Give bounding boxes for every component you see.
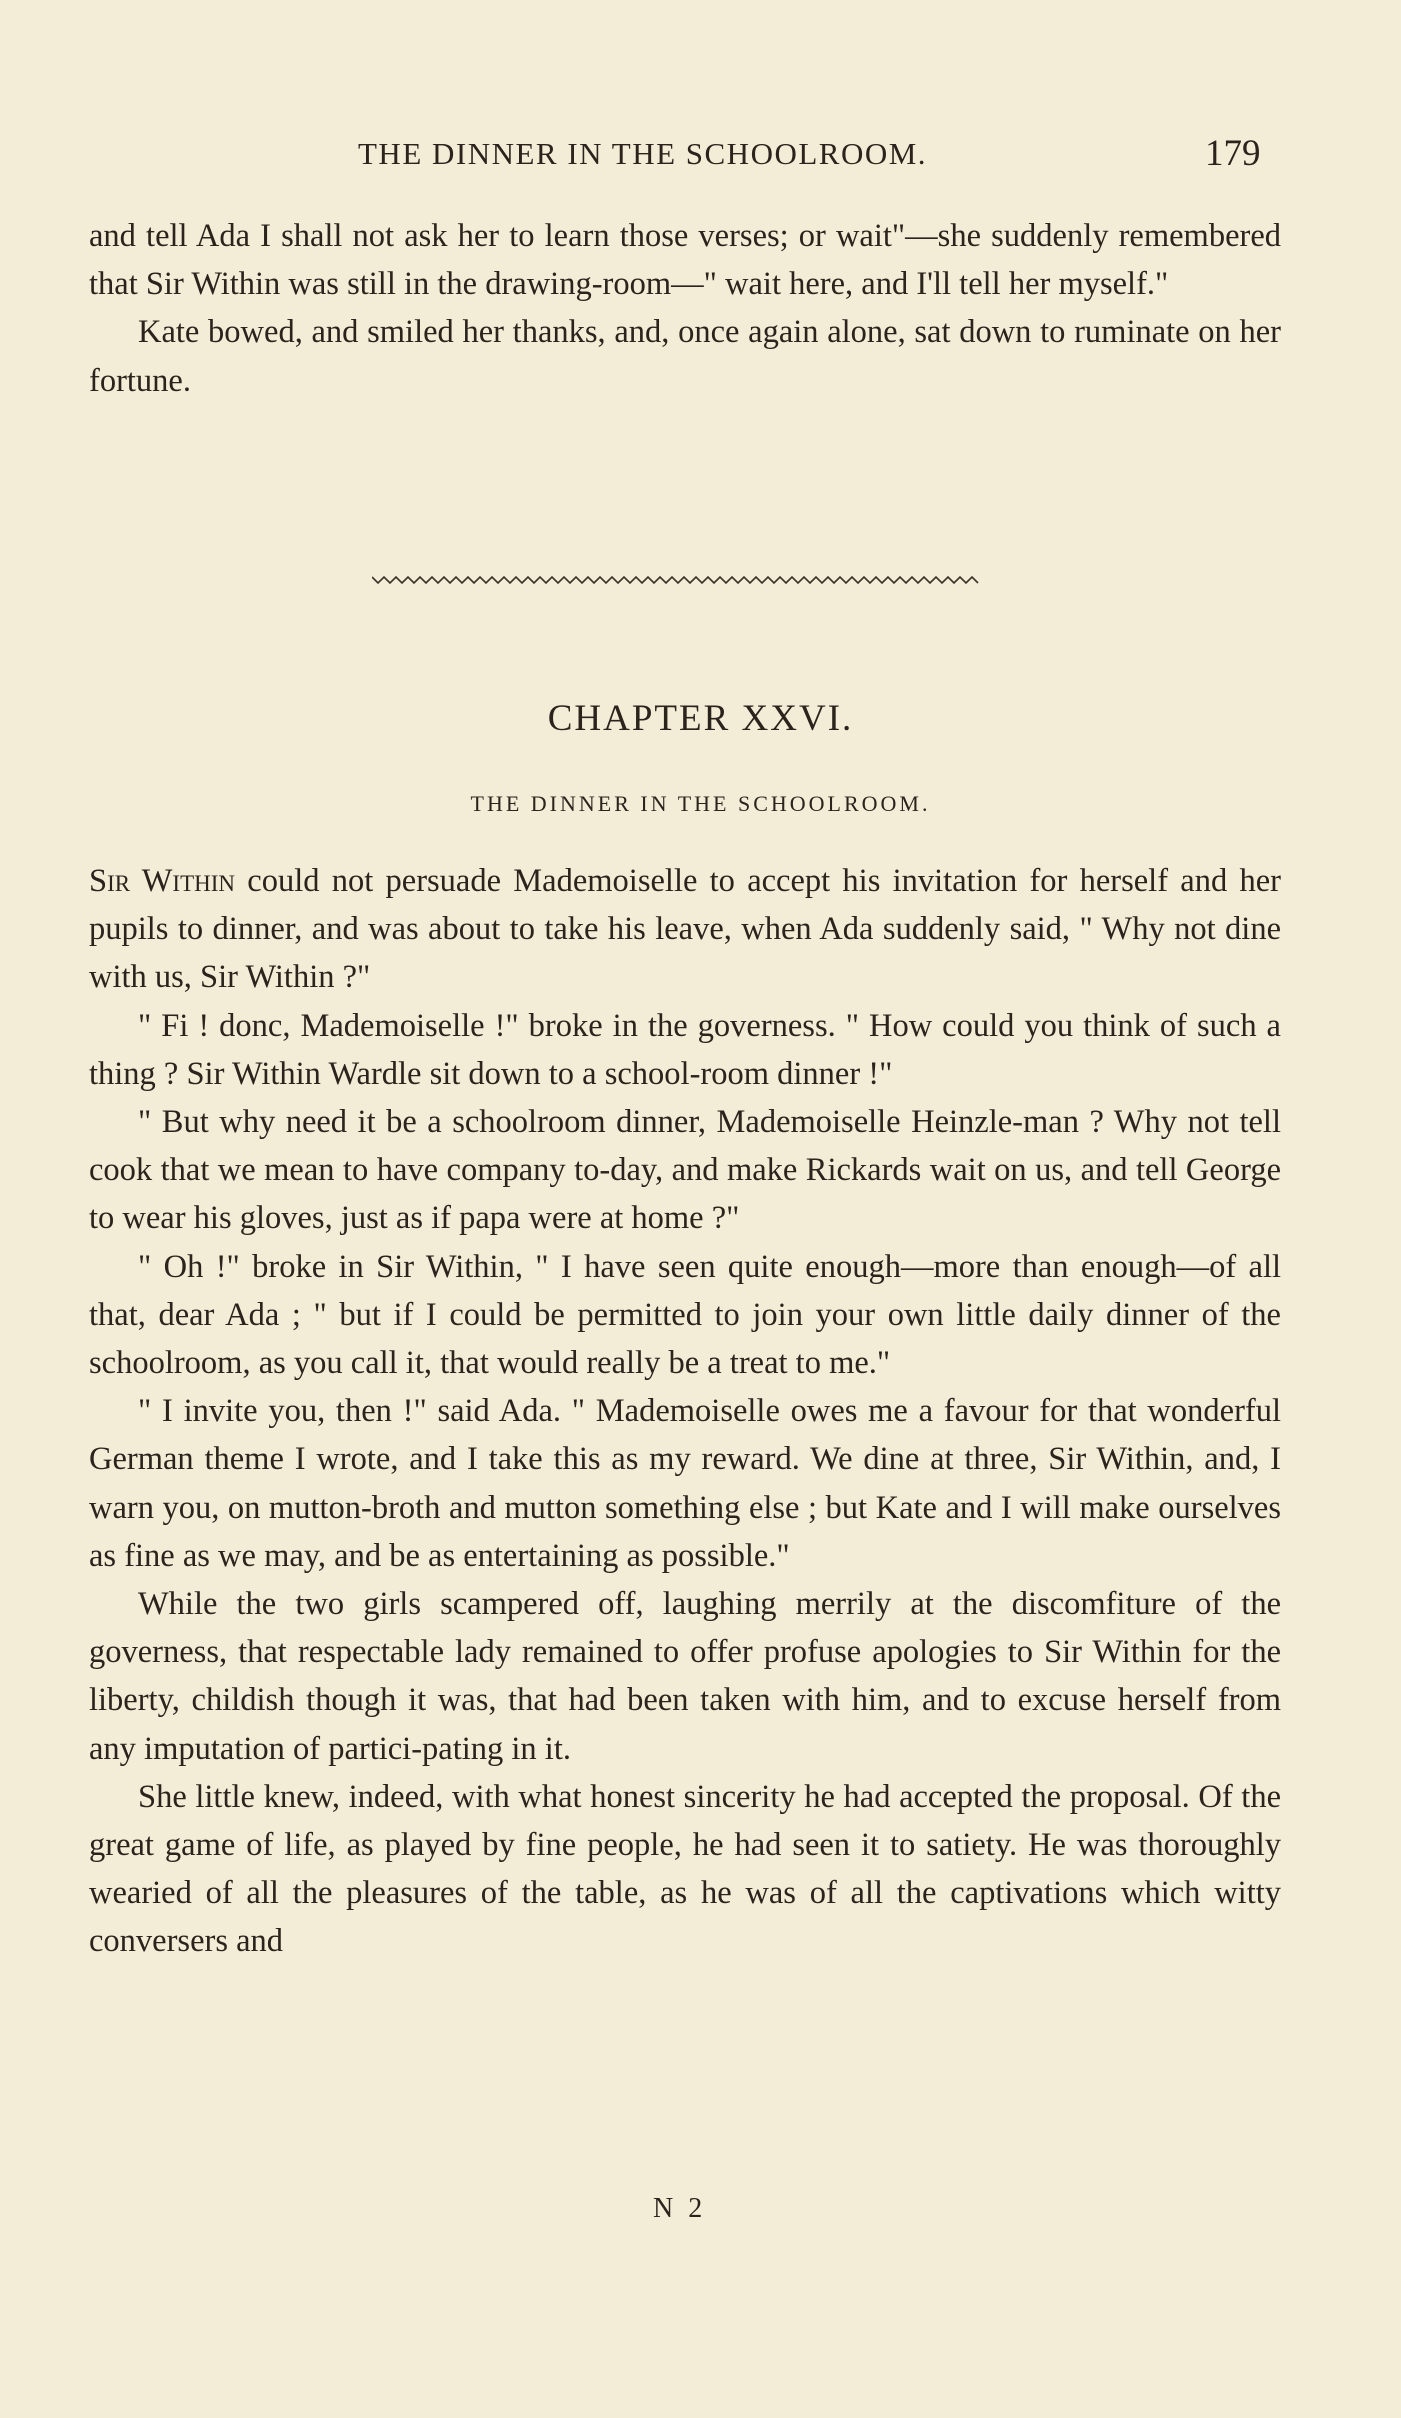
chapter-title: CHAPTER XXVI. — [547, 698, 854, 739]
opening-text: could not persuade Mademoiselle to accept his invitation for herself and her pupils to dinner, and was about to take his leave, when Ada suddenly said, " Why not dine with us, Sir Within ?" — [89, 863, 1281, 996]
opening-smallcaps: Sir Within — [89, 863, 236, 899]
paragraph: She little knew, indeed, with what honest sincerity he had accepted the proposal. Of the great game of life, as played by fine people, he had seen it to satiety. He was thoroughly wearied of all the pleasures of the table, as he was of all the captivations which witty conversers and — [89, 1778, 1281, 1960]
paragraph: While the two girls scampered off, laughing merrily at the discomfiture of the governess, that respectable lady remained to offer profuse apologies to Sir Within for the liberty, childish though it was, that had been taken with him, and to excuse herself from any imputation of partici-pating in it. — [89, 1586, 1281, 1767]
main-text-block — [89, 857, 1281, 1966]
running-head: THE DINNER IN THE SCHOOLROOM. — [358, 136, 928, 171]
section-divider-ornament — [372, 573, 982, 587]
paragraph: " Oh !" broke in Sir Within, " I have seen quite enough—more than enough—of all that, dear Ada ; " but if I could be permitted to join your own little daily dinner of the schoolroom, as you call it, that would really be a treat to me." — [89, 1248, 1281, 1382]
paragraph: and tell Ada I shall not ask her to learn those verses; or wait"—she suddenly remembered that Sir Within was still in the drawing-room—" wait here, and I'll tell her myself." — [89, 218, 1281, 303]
paragraph: " Fi ! donc, Mademoiselle !" broke in the governess. " How could you think of such a thing ? Sir Within Wardle sit down to a school-room dinner !" — [89, 1007, 1281, 1092]
top-text-block — [89, 212, 1281, 405]
signature-mark: N 2 — [653, 2193, 707, 2224]
paragraph: " But why need it be a schoolroom dinner, Mademoiselle Heinzle-man ? Why not tell cook that we mean to have company to-day, and make Rickards wait on us, and tell George to wear his gloves, just as if papa were at home ?" — [89, 1104, 1281, 1237]
paragraph: " I invite you, then !" said Ada. " Mademoiselle owes me a favour for that wonderful German theme I wrote, and I take this as my reward. We dine at three, Sir Within, and, I warn you, on mutton-broth and mutton something else ; but Kate and I will make ourselves as fine as we may, and be as entertaining as possible." — [89, 1393, 1281, 1574]
page-number: 179 — [1205, 133, 1261, 174]
chapter-subtitle: THE DINNER IN THE SCHOOLROOM. — [470, 791, 931, 816]
paragraph: Kate bowed, and smiled her thanks, and, once again alone, sat down to ruminate on her fortune. — [89, 314, 1281, 399]
opening-paragraph — [89, 857, 1281, 1002]
